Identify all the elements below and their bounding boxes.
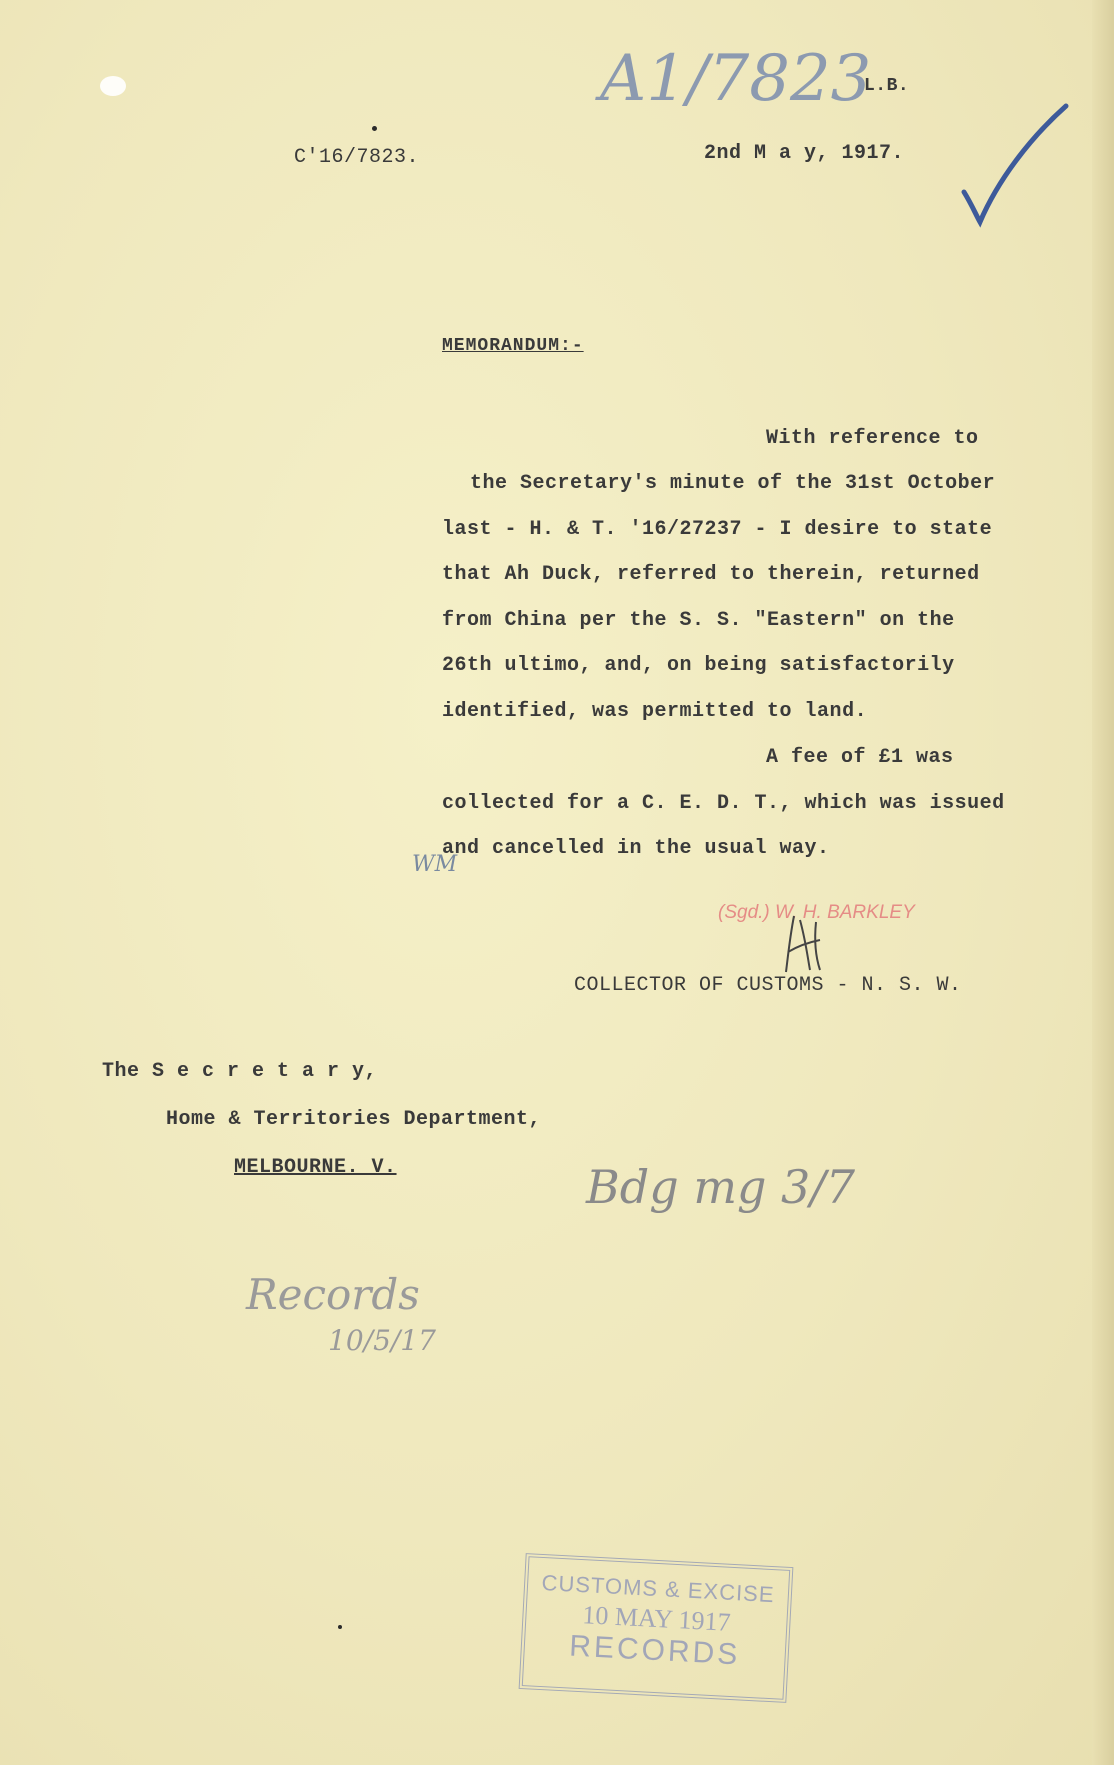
- addressee-line-1: The S e c r e t a r y,: [102, 1060, 378, 1083]
- initials: L.B.: [864, 76, 910, 96]
- memo-line-6: 26th ultimo, and, on being satisfactorily: [442, 654, 955, 677]
- registry-number-handwritten: A1/7823: [600, 42, 872, 116]
- memo-line-4: that Ah Duck, referred to therein, returned: [442, 563, 980, 586]
- stamped-signature: (Sgd.) W. H. BARKLEY: [718, 902, 915, 923]
- ink-speck: [338, 1625, 342, 1629]
- margin-initials: WM: [412, 852, 458, 877]
- memo-line-7: identified, was permitted to land.: [442, 700, 868, 723]
- memo-line-1: With reference to: [766, 427, 979, 450]
- checkmark-icon: [958, 100, 1078, 230]
- memo-date: 2nd M a y, 1917.: [704, 142, 905, 165]
- memo-line-9: collected for a C. E. D. T., which was issued: [442, 792, 1005, 815]
- memo-heading: MEMORANDUM:-: [442, 336, 584, 356]
- memo-line-2: the Secretary's minute of the 31st October: [470, 472, 996, 495]
- file-number: C'16/7823.: [294, 146, 420, 169]
- stamp-line-2: 10 MAY 1917: [581, 1600, 732, 1637]
- paper-blemish: [100, 76, 126, 96]
- memo-line-5: from China per the S. S. "Eastern" on the: [442, 609, 955, 632]
- ink-speck: [372, 126, 377, 131]
- memo-line-10: and cancelled in the usual way.: [442, 837, 830, 860]
- signatory-title: COLLECTOR OF CUSTOMS - N. S. W.: [574, 974, 962, 997]
- handwritten-note: Bdg mg 3/7: [586, 1160, 856, 1214]
- addressee-line-3: MELBOURNE. V.: [234, 1156, 397, 1179]
- records-annotation: Records: [246, 1270, 420, 1319]
- page-edge: [1092, 0, 1114, 1765]
- addressee-line-2: Home & Territories Department,: [166, 1108, 542, 1131]
- memo-line-3: last - H. & T. '16/27237 - I desire to state: [442, 518, 993, 541]
- signature-initials-mark: [780, 912, 830, 976]
- memo-line-8: A fee of £1 was: [766, 746, 954, 769]
- received-stamp: [519, 1553, 794, 1703]
- stamp-line-1: CUSTOMS & EXCISE: [540, 1569, 776, 1608]
- records-date: 10/5/17: [328, 1324, 436, 1357]
- stamp-line-3: RECORDS: [568, 1629, 742, 1672]
